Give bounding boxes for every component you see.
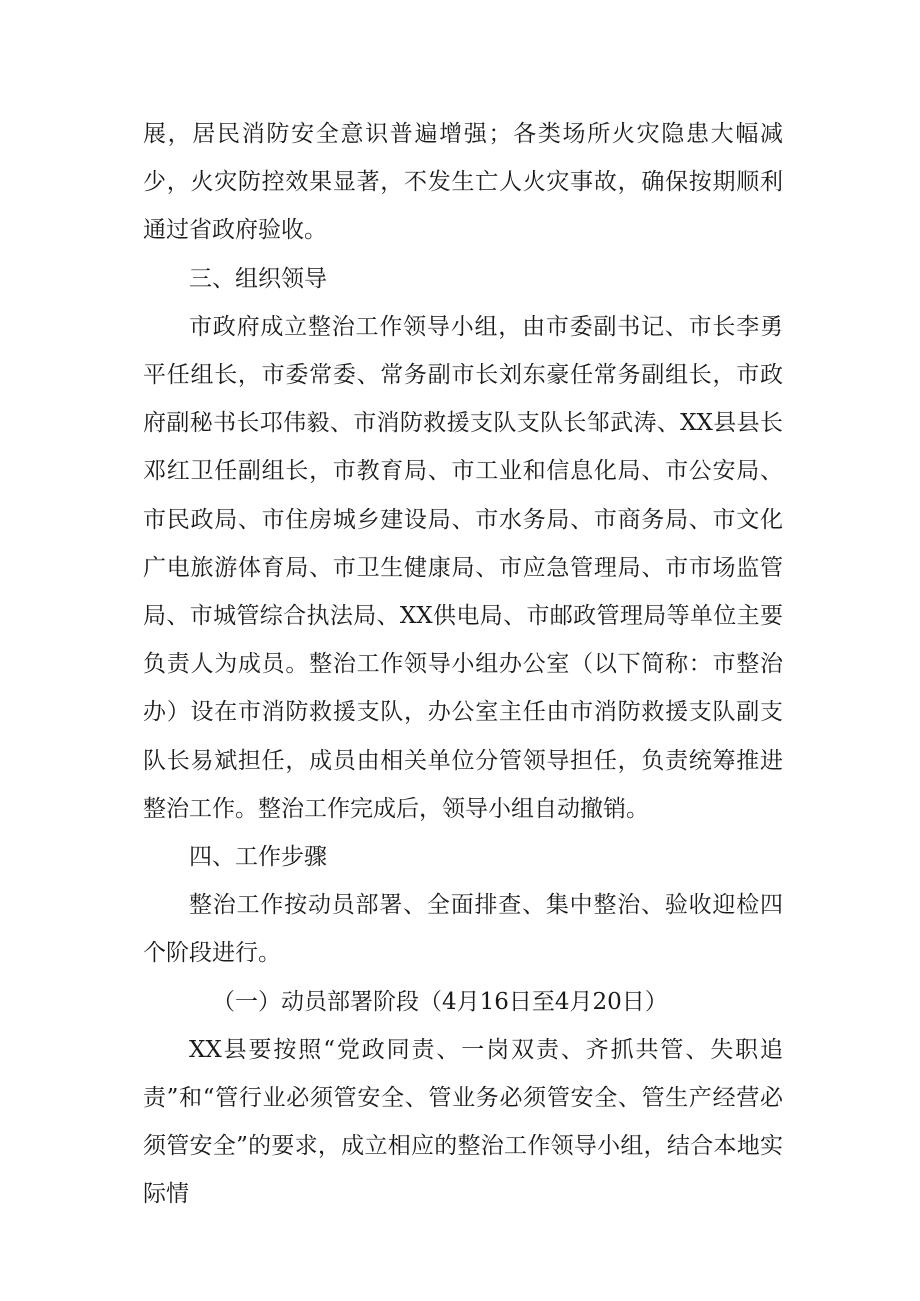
subsection-heading-mobilization: （一）动员部署阶段（4月16日至4月20日） (212, 988, 668, 1015)
paragraph-organization: 市政府成立整治工作领导小组，由市委副书记、市长李勇平任组长，市委常委、常务副市长刘东豪任常务副组长，市政府副秘书长邛伟毅、市消防救援支队支队长邹武涛、XX县县长邓红卫任副组长，市教育局、市工业和信息化局、市公安局、市民政局、市住房城乡建设局、市水务局、市商务局、市文化广电旅游体育局、市卫生健康局、市应急管理局、市市场监管局、市城管综合执法局、XX供电局、市邮政管理局等单位主要负责人为成员。整治工作领导小组办公室（以下简称：市整治办）设在市消防救援支队，办公室主任由市消防救援支队副支队长易斌担任，成员由相关单位分管领导担任，负责统筹推进整治工作。整治工作完成后，领导小组自动撤销。 (143, 313, 783, 822)
paragraph-continuation: 展，居民消防安全意识普遍增强；各类场所火灾隐患大幅减少，火灾防控效果显著，不发生亡人火灾事故，确保按期顺利通过省政府验收。 (143, 121, 783, 244)
document-body (143, 110, 783, 1219)
section-heading-steps: 四、工作步骤 (189, 844, 327, 871)
paragraph-mobilization: XX县要按照“党政同责、一岗双责、齐抓共管、失职追责”和“管行业必须管安全、管业务必须管安全、管生产经营必须管安全”的要求，成立相应的整治工作领导小组，结合本地实际情 (143, 1036, 783, 1208)
section-heading-organization: 三、组织领导 (189, 265, 327, 292)
paragraph-steps: 整治工作按动员部署、全面排查、集中整治、验收迎检四个阶段进行。 (143, 892, 783, 967)
